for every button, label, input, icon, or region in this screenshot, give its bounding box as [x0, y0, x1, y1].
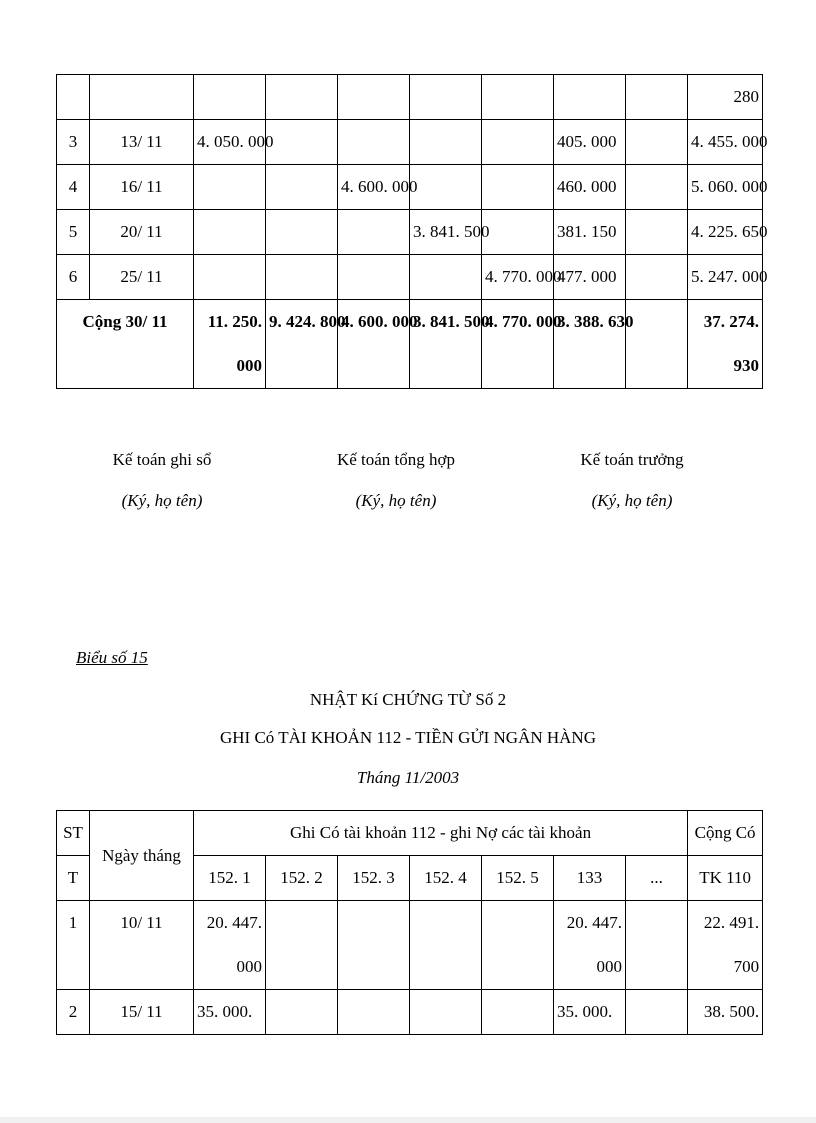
header-col-152-5: 152. 5 — [482, 856, 554, 901]
cell-152-3 — [338, 75, 410, 120]
header-col-152-2: 152. 2 — [266, 856, 338, 901]
cell-152-5 — [482, 165, 554, 210]
table-row — [57, 990, 763, 1035]
cell-total: 4. 455. 000 — [688, 120, 763, 165]
cell-152-3 — [338, 120, 410, 165]
cell-152-1-line2: 000 — [236, 957, 262, 976]
cell-total: 4. 225. 650 — [688, 210, 763, 255]
cell-stt: 5 — [57, 210, 90, 255]
cell-152-4 — [410, 990, 482, 1035]
total-152-1 — [194, 300, 266, 389]
cell-152-4 — [410, 255, 482, 300]
cell-152-5 — [482, 990, 554, 1035]
cell-152-1: 4. 050. 000 — [194, 120, 266, 165]
cell-152-2 — [266, 901, 338, 990]
table-row — [57, 165, 763, 210]
cell-133-line2: 000 — [596, 957, 622, 976]
cell-152-5 — [482, 210, 554, 255]
total-152-5: 4. 770. 000 — [482, 300, 554, 389]
cell-152-2 — [266, 210, 338, 255]
journal-month: Tháng 11/2003 — [356, 768, 460, 787]
cell-152-3 — [338, 990, 410, 1035]
cell-152-4 — [410, 901, 482, 990]
signature-note: (Ký, họ tên) — [121, 491, 203, 510]
cell-133: 460. 000 — [554, 165, 626, 210]
header-stt-top: ST — [57, 811, 90, 856]
total-label: Cộng 30/ 11 — [57, 300, 194, 389]
cell-152-1 — [194, 255, 266, 300]
cell-152-3: 4. 600. 000 — [338, 165, 410, 210]
cell-stt: 3 — [57, 120, 90, 165]
cell-133: 381. 150 — [554, 210, 626, 255]
signature-title: Kế toán trưởng — [580, 450, 684, 469]
header-total-bottom: TK 110 — [688, 856, 763, 901]
signature-note: (Ký, họ tên) — [591, 491, 673, 510]
total-152-1-line2: 000 — [236, 356, 262, 375]
cell-date: 25/ 11 — [90, 255, 194, 300]
table-row — [57, 901, 763, 990]
journal-table — [56, 810, 763, 1035]
cell-date: 16/ 11 — [90, 165, 194, 210]
cell-total-line2: 700 — [733, 957, 760, 976]
signature-tong-hop — [296, 445, 496, 513]
total-row — [57, 300, 763, 389]
table-row — [57, 255, 763, 300]
header-col-152-1: 152. 1 — [194, 856, 266, 901]
total-152-1-line1: 11. 250. — [207, 312, 262, 331]
cell-stt — [57, 75, 90, 120]
cell-total: 5. 247. 000 — [688, 255, 763, 300]
cell-152-4 — [410, 75, 482, 120]
cell-other — [626, 901, 688, 990]
cell-133-line1: 20. 447. — [566, 913, 622, 932]
header-total-top: Cộng Có — [688, 811, 763, 856]
cell-date: 13/ 11 — [90, 120, 194, 165]
cell-152-1 — [194, 210, 266, 255]
header-col-other: ... — [626, 856, 688, 901]
cell-other — [626, 120, 688, 165]
cell-152-5 — [482, 75, 554, 120]
page-bottom-shade — [0, 1117, 816, 1123]
header-group: Ghi Có tài khoản 112 - ghi Nợ các tài khoản — [194, 811, 688, 856]
cell-133: 477. 000 — [554, 255, 626, 300]
signature-title: Kế toán tổng hợp — [336, 450, 456, 469]
total-other — [626, 300, 688, 389]
header-col-152-4: 152. 4 — [410, 856, 482, 901]
cell-133 — [554, 901, 626, 990]
total-152-3: 4. 600. 000 — [338, 300, 410, 389]
signature-ghi-so — [62, 445, 262, 513]
journal-subtitle: GHI Có TÀI KHOẢN 112 - TIỀN GỬI NGÂN HÀNG — [220, 728, 596, 747]
cell-152-3 — [338, 901, 410, 990]
total-133: 3. 388. 630 — [554, 300, 626, 389]
cell-stt: 2 — [57, 990, 90, 1035]
cell-152-3 — [338, 210, 410, 255]
cell-152-4: 3. 841. 500 — [410, 210, 482, 255]
cell-other — [626, 990, 688, 1035]
cell-other — [626, 210, 688, 255]
signature-truong — [532, 445, 732, 513]
header-col-152-3: 152. 3 — [338, 856, 410, 901]
cell-total: 5. 060. 000 — [688, 165, 763, 210]
header-stt-bottom: T — [57, 856, 90, 901]
cell-date: 20/ 11 — [90, 210, 194, 255]
cell-152-1 — [194, 75, 266, 120]
cell-152-1 — [194, 165, 266, 210]
ledger-table-continued — [56, 74, 768, 389]
table-row — [57, 120, 763, 165]
cell-total: 280 — [688, 75, 763, 120]
cell-133: 405. 000 — [554, 120, 626, 165]
total-152-2: 9. 424. 800 — [266, 300, 338, 389]
cell-133 — [554, 75, 626, 120]
cell-152-3 — [338, 255, 410, 300]
form-number: Biểu số 15 — [76, 648, 148, 667]
journal-title: NHẬT Kí CHỨNG TỪ Số 2 — [309, 690, 507, 709]
total-sum — [688, 300, 763, 389]
signature-title: Kế toán ghi sổ — [112, 450, 212, 469]
cell-152-2 — [266, 120, 338, 165]
cell-total: 38. 500. — [688, 990, 763, 1035]
cell-other — [626, 165, 688, 210]
cell-other — [626, 75, 688, 120]
cell-stt: 4 — [57, 165, 90, 210]
cell-152-5 — [482, 120, 554, 165]
cell-other — [626, 255, 688, 300]
header-row — [57, 811, 763, 856]
header-date: Ngày tháng — [90, 811, 194, 901]
cell-152-4 — [410, 120, 482, 165]
cell-152-2 — [266, 990, 338, 1035]
cell-152-1: 35. 000. — [194, 990, 266, 1035]
cell-152-4 — [410, 165, 482, 210]
cell-152-1-line1: 20. 447. — [206, 913, 262, 932]
total-sum-line1: 37. 274. — [703, 312, 759, 331]
cell-152-5: 4. 770. 000 — [482, 255, 554, 300]
cell-date — [90, 75, 194, 120]
total-152-4: 3. 841. 500 — [410, 300, 482, 389]
signature-note: (Ký, họ tên) — [355, 491, 437, 510]
cell-152-1 — [194, 901, 266, 990]
cell-152-2 — [266, 165, 338, 210]
cell-152-2 — [266, 75, 338, 120]
cell-total — [688, 901, 763, 990]
cell-date: 15/ 11 — [90, 990, 194, 1035]
header-col-133: 133 — [554, 856, 626, 901]
cell-total-line1: 22. 491. — [703, 913, 760, 932]
cell-133: 35. 000. — [554, 990, 626, 1035]
total-sum-line2: 930 — [733, 356, 759, 375]
table-row — [57, 75, 763, 120]
cell-stt: 1 — [57, 901, 90, 990]
cell-152-5 — [482, 901, 554, 990]
cell-stt: 6 — [57, 255, 90, 300]
cell-152-2 — [266, 255, 338, 300]
table-row — [57, 210, 763, 255]
cell-date: 10/ 11 — [90, 901, 194, 990]
